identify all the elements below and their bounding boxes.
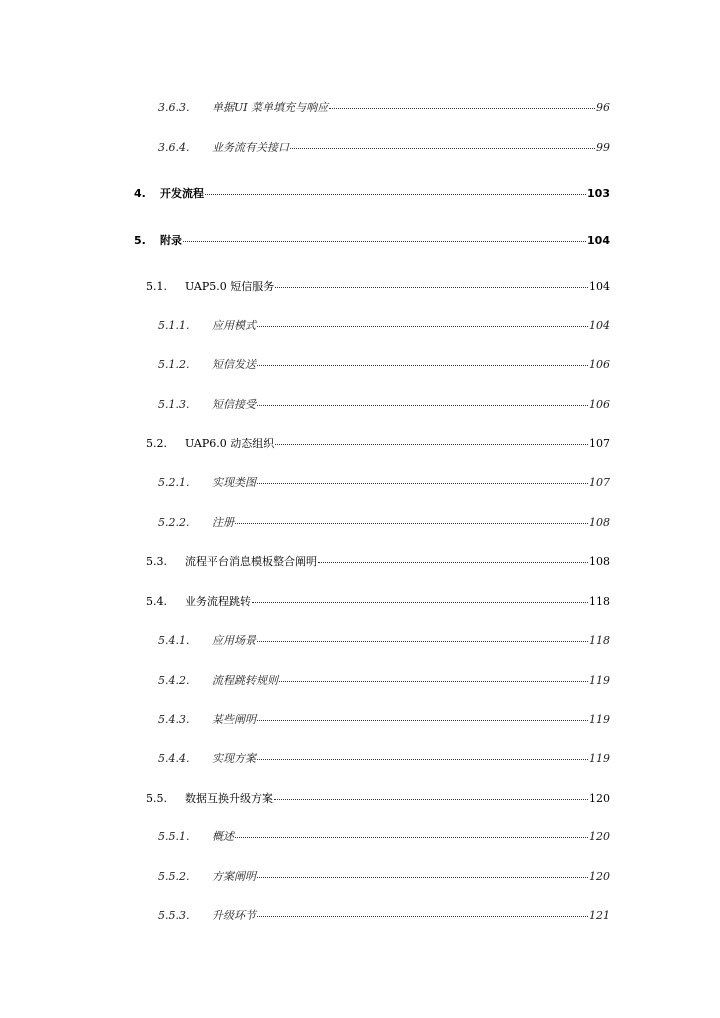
- toc-number: 5.4.3.: [158, 713, 190, 726]
- toc-number: 5.4.: [146, 595, 167, 608]
- toc-entry-5-4-2[interactable]: [158, 673, 610, 688]
- toc-page-number: 121: [589, 909, 610, 922]
- toc-page-number: 119: [589, 674, 610, 687]
- toc-number: 5.5.: [146, 792, 167, 805]
- toc-number: 5.5.3.: [158, 909, 190, 922]
- toc-title: 注册: [212, 516, 234, 529]
- toc-number: 5.1.3.: [158, 398, 190, 411]
- toc-number: 5.2.: [146, 437, 167, 450]
- dot-leader: [257, 710, 588, 721]
- toc-title: 应用模式: [212, 319, 256, 332]
- toc-entry-4[interactable]: [134, 186, 610, 201]
- toc-page-number: 99: [596, 141, 610, 154]
- dot-leader: [257, 395, 588, 406]
- toc-number: 5.5.1.: [158, 830, 190, 843]
- toc-title: 数据互换升级方案: [185, 792, 273, 805]
- toc-page-number: 107: [589, 437, 610, 450]
- toc-entry-5-1-3[interactable]: [158, 397, 610, 412]
- toc-entry-5-4[interactable]: [146, 594, 610, 609]
- toc-title: 单据UI 菜单填充与响应: [212, 101, 329, 114]
- toc-title: 附录: [160, 234, 182, 247]
- toc-page-number: 104: [589, 280, 610, 293]
- toc-page-number: 120: [589, 830, 610, 843]
- toc-entry-3-6-4[interactable]: [158, 140, 610, 155]
- toc-number: 5.4.1.: [158, 634, 190, 647]
- toc-title: UAP6.0 动态组织: [185, 437, 275, 450]
- toc-title: 实现方案: [212, 752, 256, 765]
- toc-title: 流程跳转规则: [212, 674, 278, 687]
- dot-leader: [235, 513, 588, 524]
- toc-number: 3.6.3.: [158, 101, 190, 114]
- toc-entry-5-5-3[interactable]: [158, 908, 610, 923]
- dot-leader: [279, 671, 588, 682]
- toc-title: UAP5.0 短信服务: [185, 280, 275, 293]
- toc-entry-5-5-2[interactable]: [158, 869, 610, 884]
- dot-leader: [205, 184, 586, 195]
- toc-title: 流程平台消息模板整合阐明: [185, 555, 317, 568]
- toc-number: 5.1.2.: [158, 358, 190, 371]
- toc-number: 4.: [134, 187, 146, 200]
- toc-page-number: 103: [587, 187, 610, 200]
- dot-leader: [257, 473, 588, 484]
- toc-title: 短信发送: [212, 358, 256, 371]
- dot-leader: [290, 138, 595, 149]
- toc-page-number: 96: [596, 101, 610, 114]
- dot-leader: [257, 906, 588, 917]
- toc-number: 5.: [134, 234, 146, 247]
- dot-leader: [183, 231, 586, 242]
- toc-page-number: 104: [589, 319, 610, 332]
- toc-entry-5[interactable]: [134, 233, 610, 248]
- dot-leader: [275, 434, 588, 445]
- toc-page-number: 119: [589, 713, 610, 726]
- toc-entry-5-4-4[interactable]: [158, 751, 610, 766]
- toc-title: 开发流程: [160, 187, 204, 200]
- dot-leader: [257, 867, 588, 878]
- toc-page-number: 119: [589, 752, 610, 765]
- toc-page-number: 120: [589, 792, 610, 805]
- toc-title: 实现类图: [212, 476, 256, 489]
- toc-title: 应用场景: [212, 634, 256, 647]
- dot-leader: [257, 749, 588, 760]
- toc-entry-5-2-2[interactable]: [158, 515, 610, 530]
- toc-page-number: 118: [589, 595, 610, 608]
- toc-page-number: 108: [589, 555, 610, 568]
- toc-number: 3.6.4.: [158, 141, 190, 154]
- toc-number: 5.4.4.: [158, 752, 190, 765]
- toc-number: 5.1.: [146, 280, 167, 293]
- toc-page-number: 106: [589, 358, 610, 371]
- dot-leader: [257, 355, 588, 366]
- toc-entry-5-4-1[interactable]: [158, 633, 610, 648]
- toc-entry-5-5-1[interactable]: [158, 829, 610, 844]
- dot-leader: [252, 592, 588, 603]
- toc-number: 5.5.2.: [158, 870, 190, 883]
- toc-title: 概述: [212, 830, 234, 843]
- toc-page-number: 120: [589, 870, 610, 883]
- toc-entry-5-4-3[interactable]: [158, 712, 610, 727]
- toc-entry-5-3[interactable]: [146, 554, 610, 569]
- toc-entry-5-5[interactable]: [146, 791, 610, 806]
- toc-page-number: 106: [589, 398, 610, 411]
- toc-title: 方案阐明: [212, 870, 256, 883]
- toc-number: 5.4.2.: [158, 674, 190, 687]
- dot-leader: [275, 277, 588, 288]
- dot-leader: [274, 789, 588, 800]
- toc-entry-5-1-1[interactable]: [158, 318, 610, 333]
- dot-leader: [257, 316, 588, 327]
- toc-entry-5-2-1[interactable]: [158, 475, 610, 490]
- toc-title: 升级环节: [212, 909, 256, 922]
- toc-page-number: 118: [589, 634, 610, 647]
- dot-leader: [329, 98, 595, 109]
- toc-title: 某些阐明: [212, 713, 256, 726]
- toc-entry-5-1-2[interactable]: [158, 357, 610, 372]
- toc-title: 业务流程跳转: [185, 595, 251, 608]
- dot-leader: [318, 552, 588, 563]
- toc-number: 5.1.1.: [158, 319, 190, 332]
- toc-number: 5.2.2.: [158, 516, 190, 529]
- toc-page-number: 108: [589, 516, 610, 529]
- dot-leader: [235, 827, 588, 838]
- toc-entry-3-6-3[interactable]: [158, 100, 610, 115]
- toc-page-number: 104: [587, 234, 610, 247]
- toc-page-number: 107: [589, 476, 610, 489]
- toc-number: 5.3.: [146, 555, 167, 568]
- toc-title: 业务流有关接口: [212, 141, 289, 154]
- dot-leader: [257, 631, 588, 642]
- toc-entry-5-1[interactable]: [146, 279, 610, 294]
- toc-title: 短信接受: [212, 398, 256, 411]
- toc-number: 5.2.1.: [158, 476, 190, 489]
- toc-entry-5-2[interactable]: [146, 436, 610, 451]
